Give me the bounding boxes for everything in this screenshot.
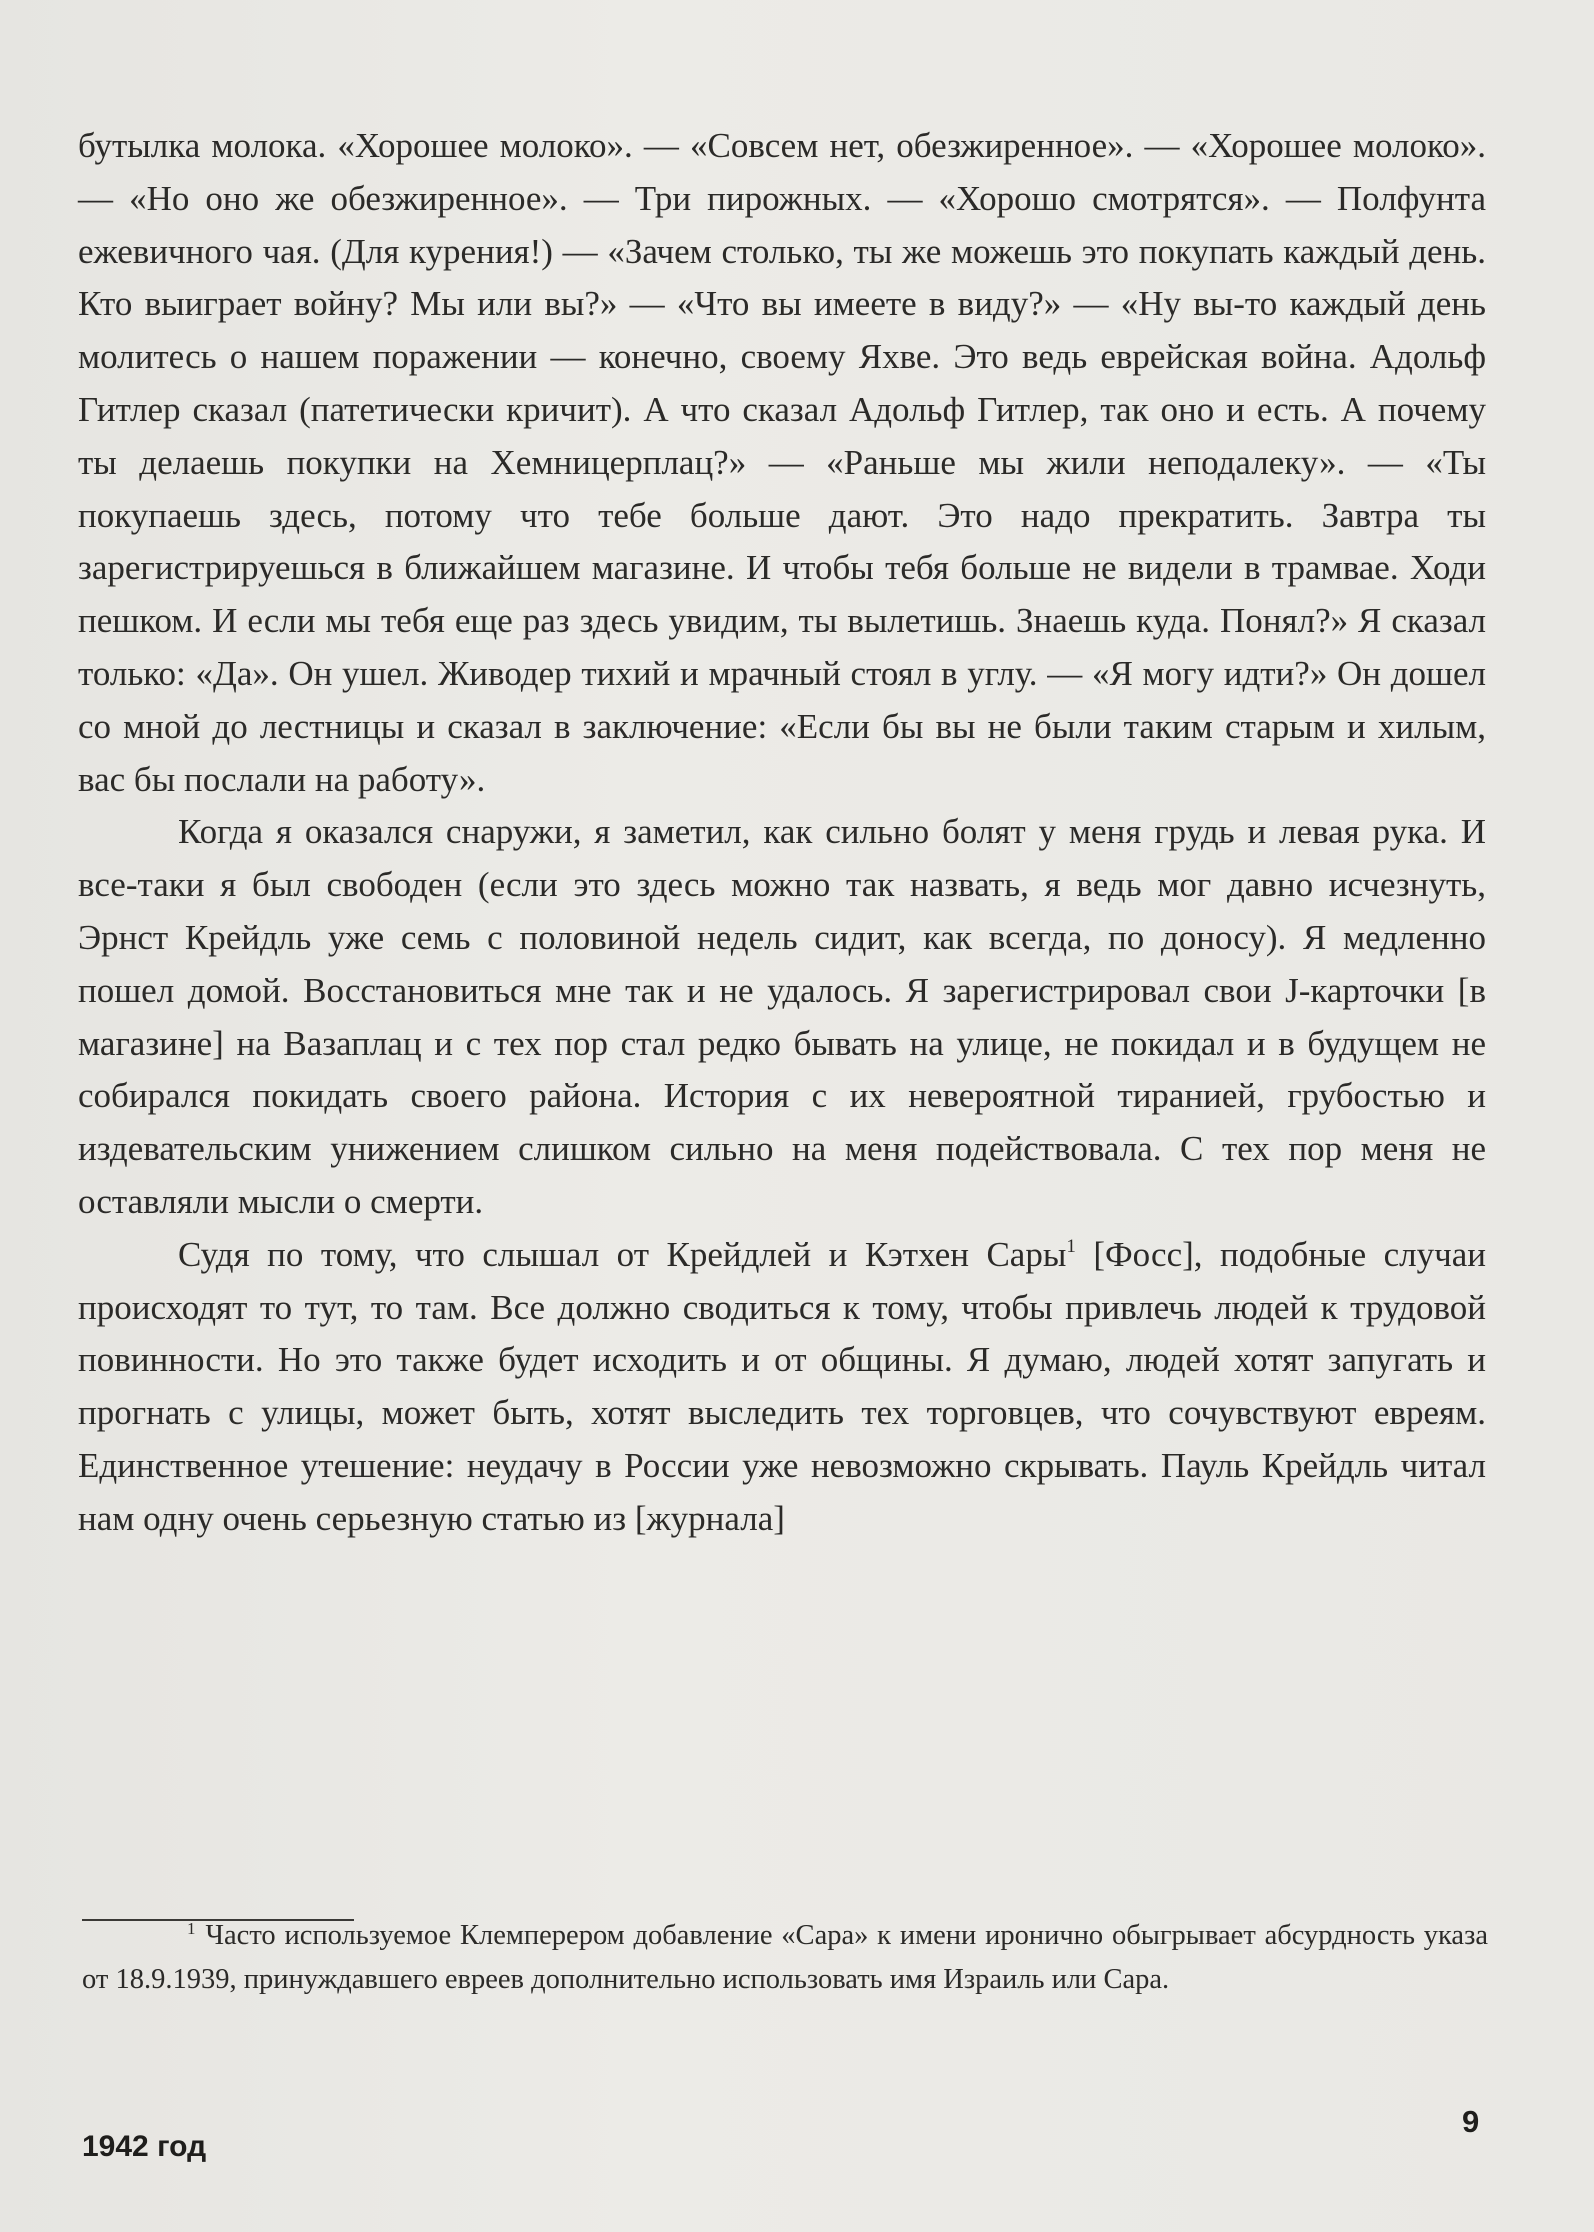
paragraph (78, 1229, 1486, 1546)
paragraph-text: [Фосс], подобные случаи происходят то тут, то там. Все должно сводиться к тому, чтобы привлечь людей к трудовой повинности. Но это также будет исходить и от общины. Я думаю, людей хотят запугать и прогнать с улицы, может быть, хотят выследить тех торговцев, что сочувствуют евреям. Единственное утешение: неудачу в России уже невозможно скрывать. Пауль Крейдль читал нам одну очень серьезную статью из [журнала] (78, 1234, 1486, 1538)
paragraph-text: Судя по тому, что слышал от Крейдлей и Кэтхен Сары (178, 1234, 1067, 1274)
footnote-reference: 1 (1066, 1235, 1076, 1257)
running-head: 1942 год (82, 2130, 207, 2163)
footnote-text: Часто используемое Клемперером добавление «Сара» к имени иронично обыгрывает абсурдность указа от 18.9.1939, принуждавшего евреев дополнительно использовать имя Израиль или Сара. (82, 1920, 1488, 1995)
footnote-paragraph (82, 1914, 1488, 2002)
paragraph: Когда я оказался снаружи, я заметил, как сильно болят у меня грудь и левая рука. И все-таки я был свободен (если это здесь можно так назвать, я ведь мог давно исчезнуть, Эрнст Крейдль уже семь с половиной недель сидит, как всегда, по доносу). Я медленно пошел домой. Восстановиться мне так и не удалось. Я зарегистрировал свои J-карточки [в магазине] на Вазаплац и с тех пор стал редко бывать на улице, не покидал и в будущем не собирался покидать своего района. История с их невероятной тиранией, грубостью и издевательским унижением слишком сильно на меня подействовала. С тех пор меня не оставляли мысли о смерти. (78, 812, 1486, 1221)
page-number: 9 (1462, 2104, 1480, 2139)
paragraph: бутылка молока. «Хорошее молоко». — «Совсем нет, обезжиренное». — «Хорошее молоко». — «Но оно же обезжиренное». — Три пирожных. — «Хорошо смотрятся». — Полфунта ежевичного чая. (Для курения!) — «Зачем столько, ты же можешь это покупать каждый день. Кто выиграет войну? Мы или вы?» — «Что вы имеете в виду?» — «Ну вы-то каждый день молитесь о нашем поражении — конечно, своему Яхве. Это ведь еврейская война. Адольф Гитлер сказал (патетически кричит). А что сказал Адольф Гитлер, так оно и есть. А почему ты делаешь покупки на Хемницерплац?» — «Раньше мы жили неподалеку». — «Ты покупаешь здесь, потому что тебе больше дают. Это надо прекратить. Завтра ты зарегистрируешься в ближайшем магазине. И чтобы тебя больше не видели в трамвае. Ходи пешком. И если мы тебя еще раз здесь увидим, ты вылетишь. Знаешь куда. Понял?» Я сказал только: «Да». Он ушел. Живодер тихий и мрачный стоял в углу. — «Я могу идти?» Он дошел со мной до лестницы и сказал в заключение: «Если бы вы не были таким старым и хилым, вас бы послали на работу». (78, 126, 1486, 799)
footnote (82, 1914, 1488, 2002)
main-text (78, 120, 1486, 1546)
footnote-mark: 1 (187, 1919, 196, 1938)
